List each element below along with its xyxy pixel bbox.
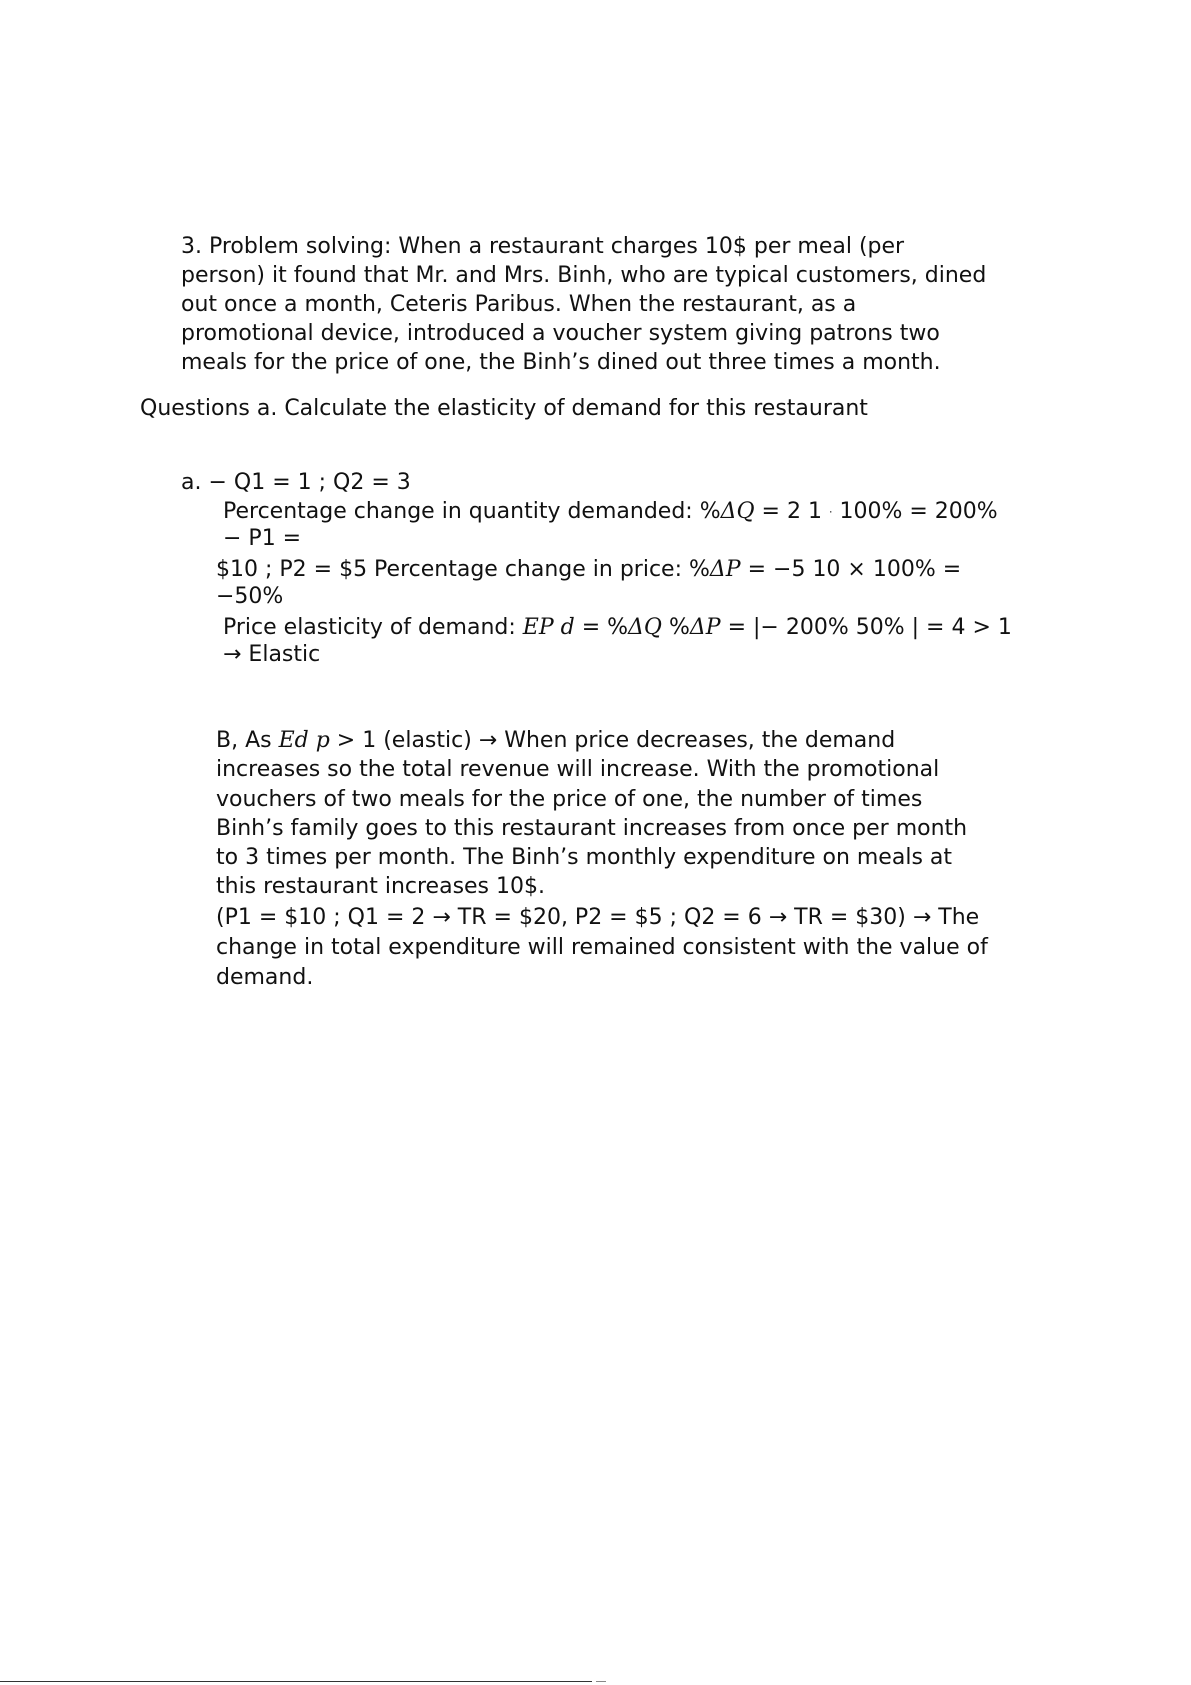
- quantity-values: a. − Q1 = 1 ; Q2 = 3: [181, 470, 411, 495]
- answer-b-line: (P1 = $10 ; Q1 = 2 → TR = $20, P2 = $5 ; Q2 = 6 → TR = $30) → The: [216, 905, 980, 930]
- problem-line: 3. Problem solving: When a restaurant charges 10$ per meal (per: [181, 234, 905, 259]
- ed-p-symbol: Ed p: [278, 728, 330, 753]
- page-bottom-stub: [596, 1681, 606, 1682]
- delta-p-symbol: ΔP: [689, 615, 721, 640]
- delta-q-symbol: ΔQ: [720, 499, 755, 524]
- question-heading: Questions a. Calculate the elasticity of demand for this restaurant: [140, 396, 868, 421]
- percent-change-quantity-label: Percentage change in quantity demanded: %: [223, 499, 721, 524]
- problem-line: meals for the price of one, the Binh’s dined out three times a month.: [181, 350, 941, 375]
- percent-change-quantity-result: 100% = 200%: [832, 499, 998, 524]
- percent-change-price-formula: = −5 10 × 100% =: [740, 557, 962, 582]
- answer-b-line: increases so the total revenue will increase. With the promotional: [216, 757, 940, 782]
- answer-b-line: to 3 times per month. The Binh’s monthly expenditure on meals at: [216, 845, 953, 870]
- percent-change-quantity: [223, 497, 998, 527]
- percent-sign: %: [661, 615, 690, 640]
- percent-change-quantity-fraction: = 2 1: [754, 499, 829, 524]
- problem-line: out once a month, Ceteris Paribus. When the restaurant, as a: [181, 292, 857, 317]
- percent-change-price: [216, 555, 961, 584]
- answer-b-line: vouchers of two meals for the price of one, the number of times: [216, 787, 923, 812]
- price-elasticity-equals: = %: [574, 615, 629, 640]
- multiply-dot: ·: [828, 505, 833, 519]
- answer-b-prefix: B, As: [216, 728, 279, 753]
- problem-line: promotional device, introduced a voucher system giving patrons two: [181, 321, 940, 346]
- price-elasticity-label: Price elasticity of demand:: [223, 615, 523, 640]
- ep-d-symbol: EP d: [522, 615, 575, 640]
- price-one-label: − P1 =: [223, 526, 302, 551]
- answer-b-first-line: [216, 726, 895, 755]
- answer-b-line: Binh’s family goes to this restaurant increases from once per month: [216, 816, 968, 841]
- elasticity-conclusion: → Elastic: [223, 642, 321, 667]
- percent-change-price-result: −50%: [216, 584, 284, 609]
- percent-change-price-label: $10 ; P2 = $5 Percentage change in price: %: [216, 557, 710, 582]
- answer-b-line: change in total expenditure will remained consistent with the value of: [216, 935, 988, 960]
- answer-b-statement: > 1 (elastic) → When price decreases, the demand: [329, 728, 896, 753]
- price-elasticity-result: = |− 200% 50% | = 4 > 1: [720, 615, 1012, 640]
- delta-p-symbol: ΔP: [709, 557, 741, 582]
- page-bottom-rule: [0, 1681, 592, 1682]
- answer-b-line: demand.: [216, 965, 314, 990]
- answer-b-line: this restaurant increases 10$.: [216, 874, 546, 899]
- problem-line: person) it found that Mr. and Mrs. Binh, who are typical customers, dined: [181, 263, 987, 288]
- price-elasticity-formula: [223, 613, 1012, 642]
- delta-q-symbol: ΔQ: [628, 615, 662, 640]
